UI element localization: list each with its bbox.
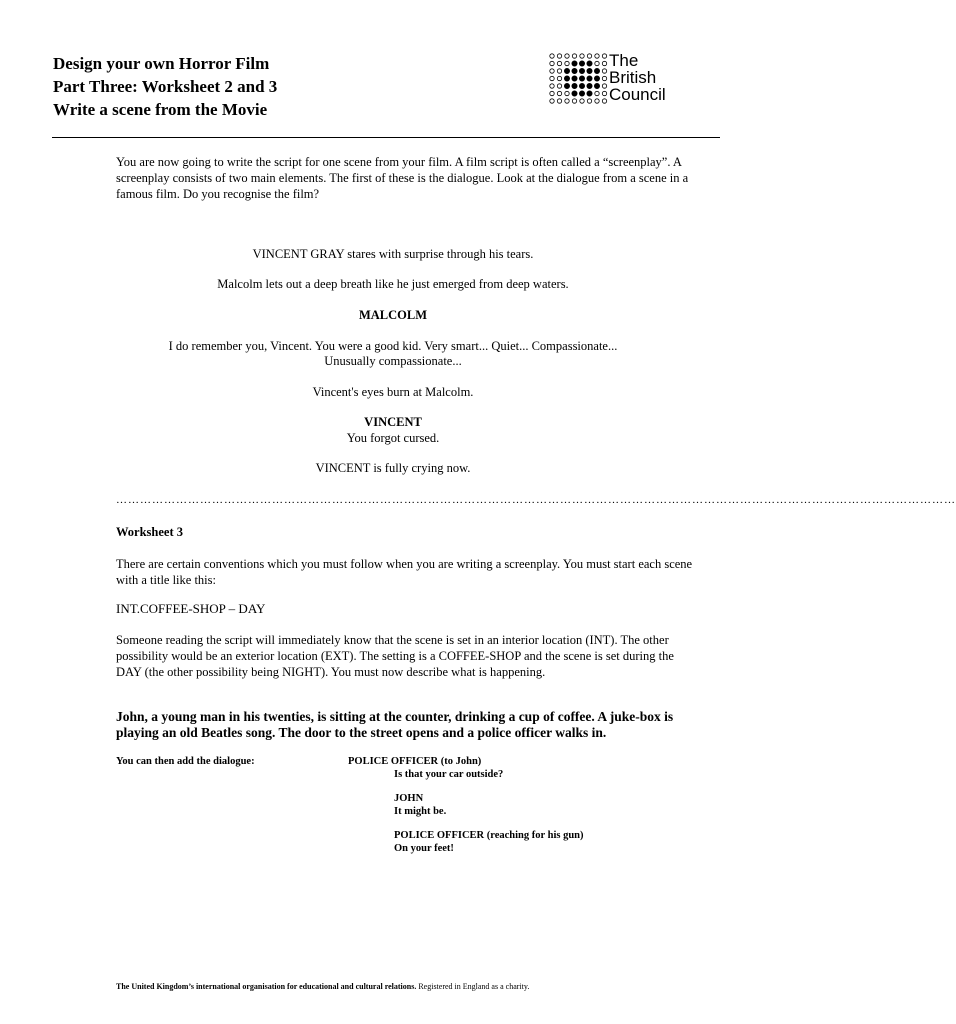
script-line-1: VINCENT GRAY stares with surprise through his tears. — [252, 247, 534, 261]
worksheet-3-heading: Worksheet 3 — [116, 525, 184, 539]
footer-organisation: The United Kingdom’s international organisation for educational and cultural relations. — [116, 982, 417, 991]
logo-line-3: Council — [609, 85, 666, 104]
script-line-2: Malcolm lets out a deep breath like he just emerged from deep waters. — [217, 277, 569, 291]
dot-grid-logo-icon — [548, 52, 608, 108]
scene-description: John, a young man in his twenties, is sitting at the counter, drinking a cup of coffee. A juke-box is playing an old Beatles song. The door to the street opens and a police officer walks in. — [116, 709, 674, 740]
british-council-logo — [548, 52, 708, 112]
dialogue-speaker-2: JOHN — [394, 793, 424, 804]
script-line-4: VINCENT is fully crying now. — [315, 461, 471, 475]
footer-charity: Registered in England as a charity. — [416, 982, 530, 991]
title-line-1: Design your own Horror Film — [53, 54, 270, 73]
script-dialogue-1a: I do remember you, Vincent. You were a good kid. Very smart... Quiet... Compassionate... — [168, 339, 618, 353]
header-divider — [52, 137, 720, 138]
conventions-paragraph: There are certain conventions which you must follow when you are writing a screenplay. You must start each scene with a title like this: — [116, 557, 693, 587]
add-dialogue-label: You can then add the dialogue: — [116, 756, 255, 767]
script-dialogue-2: You forgot cursed. — [346, 431, 440, 445]
location-paragraph: Someone reading the script will immediately know that the scene is set in an interior location (INT). The other possibility would be an exterior location (EXT). The setting is a COFFEE-SHOP and the scene is set during the DAY (the other possibility being NIGHT). You must now describe what is happening. — [116, 633, 674, 679]
dialogue-speaker-3: POLICE OFFICER (reaching for his gun) — [394, 830, 584, 841]
script-dialogue-1b: Unusually compassionate... — [324, 354, 462, 368]
title-line-2: Part Three: Worksheet 2 and 3 — [53, 77, 278, 96]
footer — [116, 982, 529, 991]
dotted-separator: ………………………………………………………………………………………………………………………………………………………………………………………… — [116, 494, 956, 506]
dialogue-line-2: It might be. — [394, 806, 447, 817]
logo-text — [609, 52, 666, 103]
dialogue-speaker-1: POLICE OFFICER (to John) — [348, 756, 482, 767]
logo-line-2: British — [609, 68, 657, 87]
script-line-3: Vincent's eyes burn at Malcolm. — [312, 385, 474, 399]
dialogue-line-3: On your feet! — [394, 843, 454, 854]
logo-line-1: The — [609, 51, 639, 70]
dialogue-line-1: Is that your car outside? — [394, 769, 504, 780]
script-speaker-malcolm: MALCOLM — [358, 308, 428, 322]
intro-paragraph: You are now going to write the script for one scene from your film. A film script is often called a “screenplay”. A screenplay consists of two main elements. The first of these is the dialogue. Look at the dialogue from a scene in a famous film. Do you recognise the film? — [116, 155, 689, 201]
title-line-3: Write a scene from the Movie — [53, 100, 268, 119]
script-speaker-vincent: VINCENT — [364, 415, 422, 429]
scene-title-example: INT.COFFEE-SHOP – DAY — [116, 601, 266, 616]
